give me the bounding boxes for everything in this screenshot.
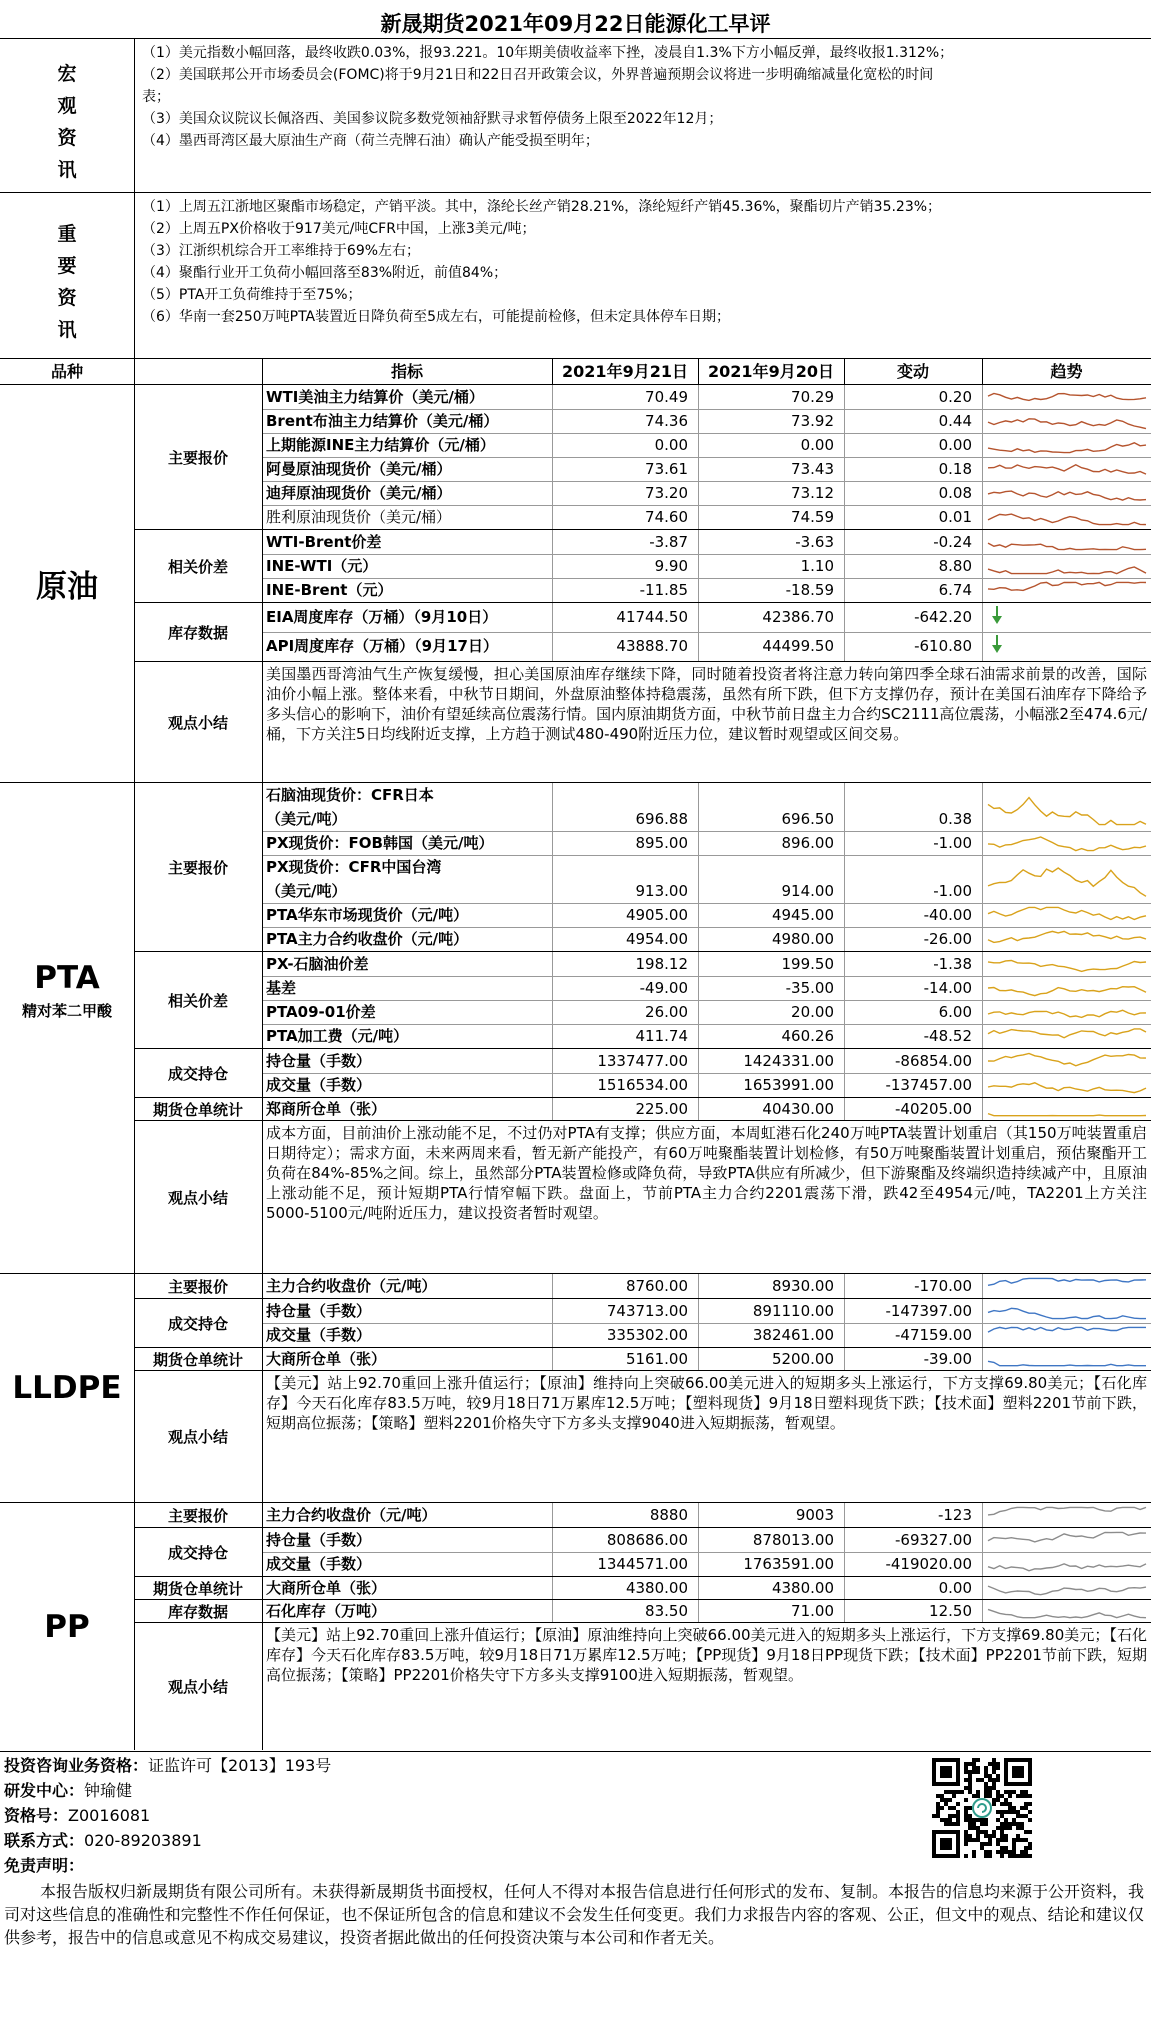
value-current: 73.20 [645,484,688,502]
value-current: 74.36 [645,412,688,430]
header-change: 变动 [896,362,929,381]
group-volume: 成交持仓 [167,1543,228,1562]
trend-sparkline [984,1578,1150,1598]
value-current: 411.74 [635,1027,688,1045]
indicator-label: 持仓量（手数） [266,1052,372,1070]
group-warehouse: 期货仓单统计 [152,1579,243,1598]
value-current: 8760.00 [625,1277,688,1295]
value-previous: 1.10 [800,557,834,575]
macro-item: 表； [142,89,170,105]
trend-sparkline [984,1349,1150,1369]
indicator-label: 主力合约收盘价（元/吨） [266,1277,437,1295]
value-change: -123 [937,1506,972,1524]
group-main-quotes: 主要报价 [167,1506,228,1525]
header-date2: 2021年9月20日 [708,362,834,381]
indicator-label: 成交量（手数） [266,1555,372,1573]
indicator-label: 郑商所仓单（张） [266,1100,387,1118]
trend-sparkline [984,458,1150,480]
trend-sparkline [984,1300,1150,1322]
value-previous: 4380.00 [771,1579,834,1597]
important-item: （1）上周五江浙地区聚酯市场稳定，产销平淡。其中，涤纶长丝产销28.21%，涤纶短纤产销45.36%，聚酯切片产销35.23%； [142,199,942,215]
trend-sparkline [984,1601,1150,1621]
value-change: 0.08 [938,484,972,502]
indicator-label: 主力合约收盘价（元/吨） [266,1506,437,1524]
value-current: 74.60 [645,508,688,526]
indicator-label: PTA加工费（元/吨） [266,1027,409,1045]
value-change: 12.50 [929,1602,972,1620]
trend-sparkline [984,1099,1150,1119]
important-item: （5）PTA开工负荷维持于至75%； [142,287,362,303]
value-change: -1.00 [933,834,972,852]
indicator-label: PTA09-01价差 [266,1003,376,1021]
macro-item: （1）美元指数小幅回落，最终收跌0.03%，报93.221。10年期美债收益率下挫，凌晨自1.3%下方小幅反弹，最终收报1.312%； [142,45,954,61]
value-previous: 71.00 [791,1602,834,1620]
page-title: 新晟期货2021年09月22日能源化工早评 [380,12,771,36]
indicator-label: Brent布油主力结算价（美元/桶） [266,412,499,430]
value-current: 73.61 [645,460,688,478]
indicator-label: 成交量（手数） [266,1326,372,1344]
indicator-label: PX现货价：CFR中国台湾 （美元/吨） [266,858,442,900]
indicator-label: 阿曼原油现货价（美元/桶） [266,460,452,478]
category-pta: PTA 精对苯二甲酸 [21,960,112,1020]
footer-cert: 资格号：Z0016081 [4,1806,151,1825]
group-volume: 成交持仓 [167,1064,228,1083]
value-change: -48.52 [923,1027,972,1045]
group-warehouse: 期货仓单统计 [152,1100,243,1119]
indicator-label: WTI美油主力结算价（美元/桶） [266,388,484,406]
indicator-label: 大商所仓单（张） [266,1350,387,1368]
value-change: -26.00 [923,930,972,948]
value-previous: 40430.00 [762,1100,834,1118]
value-change: 0.18 [938,460,972,478]
important-item: （3）江浙织机综合开工率维持于69%左右； [142,243,421,259]
indicator-label: 石化库存（万吨） [266,1602,387,1620]
trend-sparkline [984,482,1150,504]
lldpe-view-text: 【美元】站上92.70重回上涨升值运行；【原油】维持向上突破66.00美元进入的短期多头上涨运行，下方支撑69.80美元；【石化库存】今天石化库存83.5万吨，较9月18日71万累库12.5万吨；【塑料现货】9月18日塑料现货下跌；【技术面】塑料2201节前下跌，短期高位振荡；【策略】塑料2201价格失守下方多头支撑9040进入短期振荡，暂观望。 [266,1374,1147,1432]
value-previous: 8930.00 [771,1277,834,1295]
indicator-label: PTA华东市场现货价（元/吨） [266,906,469,924]
indicator-label: 持仓量（手数） [266,1531,372,1549]
value-change: -137457.00 [885,1076,972,1094]
value-previous: 0.00 [800,436,834,454]
macro-news [142,42,1142,152]
value-change: -40.00 [923,906,972,924]
value-previous: 73.12 [791,484,834,502]
important-item: （4）聚酯行业开工负荷小幅回落至83%附近，前值84%； [142,265,508,281]
value-change: 8.80 [938,557,972,575]
indicator-label: API周度库存（万桶）（9月17日） [266,637,498,655]
value-previous: 70.29 [791,388,834,406]
value-previous: 5200.00 [771,1350,834,1368]
value-current: 26.00 [645,1003,688,1021]
qr-code-icon [930,1756,1036,1874]
value-previous: 914.00 [781,882,834,900]
value-change: -86854.00 [895,1052,972,1070]
value-change: -1.38 [933,955,972,973]
trend-sparkline [984,410,1150,432]
group-inventory: 库存数据 [167,623,228,642]
category-lldpe: LLDPE [12,1370,122,1406]
important-item: （2）上周五PX价格收于917美元/吨CFR中国，上涨3美元/吨； [142,221,536,237]
value-change: -170.00 [914,1277,972,1295]
indicator-label: WTI-Brent价差 [266,533,382,551]
trend-sparkline [984,1001,1150,1023]
footer-disclaimer-label: 免责声明： [4,1856,85,1875]
group-main-quotes: 主要报价 [167,448,228,467]
trend-sparkline [984,856,1150,902]
group-view: 观点小结 [167,1428,228,1446]
value-previous: 44499.50 [762,637,834,655]
pp-view-text: 【美元】站上92.70重回上涨升值运行；【原油】原油维持向上突破66.00美元进入的短期多头上涨运行，下方支撑69.80美元；【石化库存】今天石化库存83.5万吨，较9月18日71万累库12.5万吨；【PP现货】9月18日PP现货下跌；【技术面】PP2201节前下跌，短期高位振荡；【策略】PP2201价格失守下方多头支撑9100进入短期振荡，暂观望。 [266,1626,1147,1684]
down-arrow-icon [990,634,1004,654]
value-current: 83.50 [645,1602,688,1620]
value-previous: 1653991.00 [743,1076,834,1094]
trend-sparkline [984,904,1150,926]
trend-sparkline [984,1050,1150,1072]
trend-sparkline [984,1504,1150,1526]
trend-sparkline [984,928,1150,950]
value-previous: 199.50 [781,955,834,973]
trend-sparkline [984,506,1150,528]
indicator-label: 胜利原油现货价（美元/桶） [266,508,452,526]
group-view: 观点小结 [167,713,228,732]
value-current: 41744.50 [616,608,688,626]
value-current: 4380.00 [625,1579,688,1597]
value-change: -14.00 [923,979,972,997]
trend-sparkline [984,531,1150,553]
indicator-label: EIA周度库存（万桶）（9月10日） [266,608,498,626]
value-current: 743713.00 [606,1302,688,1320]
group-volume: 成交持仓 [167,1314,228,1333]
value-current: 1344571.00 [597,1555,688,1573]
value-previous: 696.50 [781,810,834,828]
value-previous: 896.00 [781,834,834,852]
header-date1: 2021年9月21日 [562,362,688,381]
trend-sparkline [984,434,1150,456]
value-previous: 4980.00 [771,930,834,948]
value-previous: 20.00 [791,1003,834,1021]
value-current: 70.49 [645,388,688,406]
value-change: -0.24 [933,533,972,551]
value-previous: 74.59 [791,508,834,526]
trend-sparkline [984,784,1150,830]
value-previous: 9003 [795,1506,834,1524]
value-change: -610.80 [914,637,972,655]
value-change: -147397.00 [885,1302,972,1320]
indicator-label: 上期能源INE主力结算价（元/桶） [266,436,495,454]
header-indicator: 指标 [390,362,423,381]
macro-label: 宏 观 资 讯 [57,63,77,181]
value-previous: 73.43 [791,460,834,478]
value-change: 0.44 [938,412,972,430]
value-current: -11.85 [639,581,688,599]
value-change: -1.00 [933,882,972,900]
category-crude: 原油 [36,569,98,605]
value-current: 1337477.00 [597,1052,688,1070]
value-previous: -3.63 [795,533,834,551]
trend-sparkline [984,555,1150,577]
trend-sparkline [984,953,1150,975]
footer-center: 研发中心：钟瑜健 [4,1781,133,1800]
important-item: （6）华南一套250万吨PTA装置近日降负荷至5成左右，可能提前检修，但未定具体停车日期； [142,309,731,325]
header-trend: 趋势 [1050,362,1083,381]
indicator-label: INE-WTI（元） [266,557,378,575]
value-previous: 891110.00 [752,1302,834,1320]
value-current: -3.87 [649,533,688,551]
indicator-label: 大商所仓单（张） [266,1579,387,1597]
down-arrow-icon [990,605,1004,625]
indicator-label: 成交量（手数） [266,1076,372,1094]
crude-view-text: 美国墨西哥湾油气生产恢复缓慢，担心美国原油库存继续下降，同时随着投资者将注意力转向第四季全球石油需求前景的改善，国际油价小幅上涨。整体来看，中秋节日期间，外盘原油整体持稳震荡，虽然有所下跌，但下方支撑仍存，预计在美国石油库存下降给予多头信心的影响下，油价有望延续高位震荡行情。国内原油期货方面，中秋节前日盘主力合约SC2111高位震荡，小幅涨2至474.6元/桶，下方关注5日均线附近支撑，上方趋于测试480-490附近压力位，建议暂时观望或区间交易。 [266,665,1147,743]
indicator-label: 石脑油现货价：CFR日本 （美元/吨） [266,786,434,828]
value-previous: -18.59 [785,581,834,599]
value-previous: 382461.00 [752,1326,834,1344]
group-spreads: 相关价差 [167,991,228,1010]
value-current: 808686.00 [606,1531,688,1549]
value-change: 0.01 [938,508,972,526]
value-previous: 1763591.00 [743,1555,834,1573]
indicator-label: 迪拜原油现货价（美元/桶） [266,484,452,502]
trend-sparkline [984,1025,1150,1047]
group-warehouse: 期货仓单统计 [152,1350,243,1369]
macro-item: （2）美国联邦公开市场委员会(FOMC)将于9月21日和22日召开政策会议，外界普遍预期会议将进一步明确缩减量化宽松的时间 [142,67,934,83]
trend-sparkline [984,579,1150,601]
category-pp: PP [44,1608,90,1645]
trend-sparkline [984,1553,1150,1575]
group-view: 观点小结 [167,1188,228,1207]
value-change: -642.20 [914,608,972,626]
value-current: 696.88 [635,810,688,828]
indicator-label: INE-Brent（元） [266,581,393,599]
value-previous: -35.00 [785,979,834,997]
trend-sparkline [984,1324,1150,1346]
indicator-label: 基差 [266,979,297,997]
value-current: -49.00 [639,979,688,997]
value-previous: 878013.00 [752,1531,834,1549]
pta-view-text: 成本方面，目前油价上涨动能不足，不过仍对PTA有支撑；供应方面，本周虹港石化240万吨PTA装置计划重启（其150万吨装置重启日期待定）；需求方面，未来两周来看，暂无新产能投产，有60万吨聚酯装置计划检修，有50万吨聚酯装置计划重启，预估聚酯开工负荷在84%-85%之间。综上，虽然部分PTA装置检修或降负荷，导致PTA供应有所减少，但下游聚酯及终端织造持续减产中，且原油上涨动能不足，预计短期PTA行情窄幅下跌。盘面上，节前PTA主力合约2201震荡下滑，跌42至4954元/吨，TA2201上方关注5000-5100元/吨附近压力，建议投资者暂时观望。 [266,1124,1147,1222]
group-view: 观点小结 [167,1678,228,1696]
indicator-label: PX现货价：FOB韩国（美元/吨） [266,834,494,852]
value-current: 913.00 [635,882,688,900]
value-change: 0.38 [938,810,972,828]
footer-disclaimer: 本报告版权归新晟期货有限公司所有。未获得新晟期货书面授权，任何人不得对本报告信息进行任何形式的发布、复制。本报告的信息均来源于公开资料，我司对这些信息的准确性和完整性不作任何保证，也不保证所包含的信息和建议不会发生任何变更。我们力求报告内容的客观、公正，但文中的观点、结论和建议仅供参考，报告中的信息或意见不构成交易建议，投资者据此做出的任何投资决策与本公司和作者无关。 [4,1882,1145,1947]
trend-sparkline [984,1529,1150,1551]
value-change: 6.00 [938,1003,972,1021]
value-change: 6.74 [938,581,972,599]
value-current: 8880 [649,1506,688,1524]
trend-sparkline [984,977,1150,999]
indicator-label: 持仓量（手数） [266,1302,372,1320]
trend-sparkline [984,832,1150,854]
header-variety: 品种 [50,362,83,381]
value-previous: 73.92 [791,412,834,430]
group-main-quotes: 主要报价 [167,1277,228,1296]
value-previous: 1424331.00 [743,1052,834,1070]
value-current: 198.12 [635,955,688,973]
value-change: 0.00 [938,1579,972,1597]
value-previous: 460.26 [781,1027,834,1045]
trend-sparkline [984,386,1150,408]
important-label: 重 要 资 讯 [57,223,77,341]
footer-contact: 联系方式：020-89203891 [4,1831,202,1850]
indicator-label: PTA主力合约收盘价（元/吨） [266,930,469,948]
value-change: -40205.00 [895,1100,972,1118]
value-change: 0.20 [938,388,972,406]
value-change: -419020.00 [885,1555,972,1573]
indicator-label: PX-石脑油价差 [266,955,369,973]
value-current: 0.00 [654,436,688,454]
value-current: 4905.00 [625,906,688,924]
value-change: -69327.00 [895,1531,972,1549]
value-current: 9.90 [654,557,688,575]
value-current: 335302.00 [606,1326,688,1344]
value-change: -39.00 [923,1350,972,1368]
macro-item: （4）墨西哥湾区最大原油生产商（荷兰壳牌石油）确认产能受损至明年； [142,133,599,149]
important-news [142,196,1142,328]
value-current: 5161.00 [625,1350,688,1368]
value-change: 0.00 [938,436,972,454]
value-previous: 42386.70 [762,608,834,626]
value-current: 43888.70 [616,637,688,655]
value-current: 4954.00 [625,930,688,948]
footer-license: 投资咨询业务资格：证监许可【2013】193号 [4,1756,332,1775]
trend-sparkline [984,1275,1150,1297]
value-current: 895.00 [635,834,688,852]
value-previous: 4945.00 [771,906,834,924]
macro-item: （3）美国众议院议长佩洛西、美国参议院多数党领袖舒默寻求暂停债务上限至2022年12月； [142,111,723,127]
group-spreads: 相关价差 [167,557,228,576]
group-main-quotes: 主要报价 [167,858,228,877]
value-current: 225.00 [635,1100,688,1118]
group-inventory: 库存数据 [167,1602,228,1621]
value-current: 1516534.00 [597,1076,688,1094]
value-change: -47159.00 [895,1326,972,1344]
trend-sparkline [984,1074,1150,1096]
